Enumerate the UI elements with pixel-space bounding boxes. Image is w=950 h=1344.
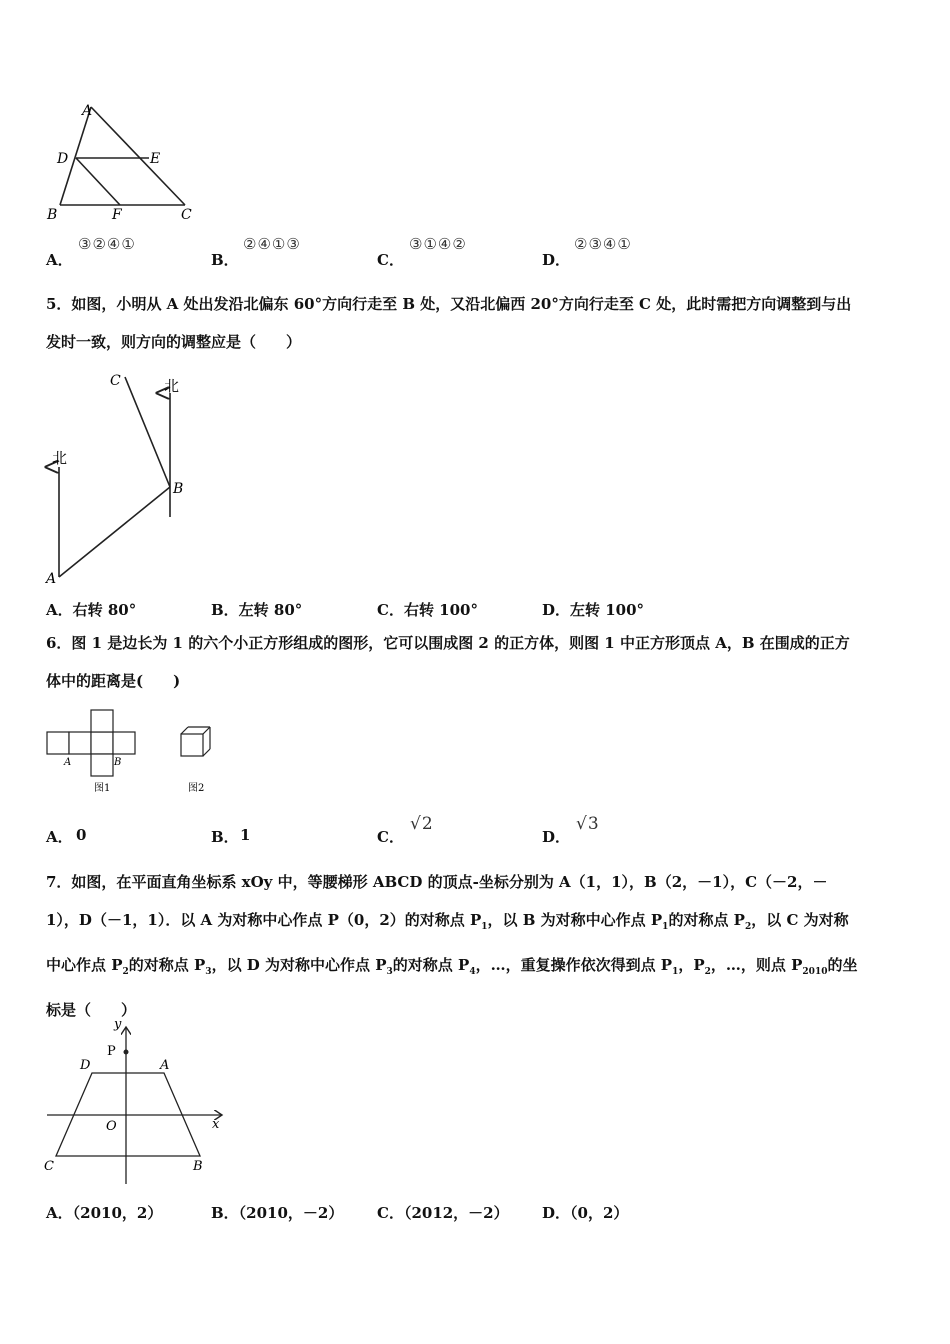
q5-direction-figure	[40, 365, 200, 590]
q5-north-label-b: 北	[164, 377, 180, 395]
q7-label-b: B	[193, 1159, 203, 1174]
q4-label-d: D	[57, 151, 69, 167]
q6-label-a: A	[64, 757, 72, 768]
q4-option-a-letter[interactable]: A．	[46, 251, 73, 269]
q5-stem-line2: 发时一致，则方向的调整应是（ ）	[46, 333, 302, 351]
q6-net-square-2	[69, 732, 91, 754]
q7-label-c: C	[44, 1159, 54, 1174]
q5-north-label-a: 北	[52, 449, 68, 467]
q7-label-y: y	[114, 1017, 122, 1032]
q4-option-c-letter[interactable]: C．	[377, 251, 404, 269]
q7-option-d[interactable]: D．（0，2）	[542, 1204, 629, 1222]
q7-point-p	[124, 1050, 129, 1055]
q6-net-square-1	[47, 732, 69, 754]
q7-label-a: A	[160, 1058, 170, 1073]
q6-cube	[181, 727, 210, 756]
q6-label-b: B	[114, 757, 122, 768]
q6-stem	[46, 624, 906, 700]
q4-option-b-letter[interactable]: B．	[211, 251, 239, 269]
q6-net-square-4	[113, 732, 135, 754]
q6-net-square-top	[91, 710, 113, 732]
q5-stem-line1: 5．如图，小明从 A 处出发沿北偏东 60°方向行走至 B 处，又沿北偏西 20°方向行走至 C 处，此时需把方向调整到与出	[46, 295, 852, 313]
q7-label-p: P	[107, 1044, 116, 1059]
q6-stem-line1: 6．图 1 是边长为 1 的六个小正方形组成的图形，它可以围成图 2 的正方体，则图 1 中正方形顶点 A，B 在围成的正方	[46, 634, 850, 652]
q6-option-d-letter[interactable]: D．	[542, 828, 571, 846]
q4-option-b-value: ②④①③	[243, 235, 301, 253]
q6-option-b-letter[interactable]: B．	[211, 828, 239, 846]
q4-label-e: E	[150, 151, 161, 167]
q4-line-ac	[91, 107, 185, 205]
q6-net-square-3	[91, 732, 113, 754]
q6-net-and-cube-figure	[40, 705, 230, 800]
q6-option-b-value: 1	[240, 826, 251, 844]
q4-option-d-value: ②③④①	[574, 235, 632, 253]
q5-stem	[46, 285, 906, 361]
q4-label-b: B	[47, 207, 58, 223]
q6-option-a-letter[interactable]: A．	[46, 828, 73, 846]
q5-label-c: C	[110, 373, 121, 389]
q7-option-b[interactable]: B．（2010，－2）	[211, 1204, 344, 1222]
q4-label-f: F	[112, 207, 122, 223]
q7-option-c[interactable]: C．（2012，－2）	[377, 1204, 509, 1222]
q6-option-a-value: 0	[76, 826, 87, 844]
q4-option-d-letter[interactable]: D．	[542, 251, 571, 269]
q6-option-d-value: √3	[576, 814, 600, 834]
q7-trapezoid-figure	[40, 1012, 230, 1192]
q7-stem-line1: 7．如图，在平面直角坐标系 xOy 中，等腰梯形 ABCD 的顶点-坐标分别为 A（1，1），B（2，－1），C（－2，－	[46, 873, 828, 891]
q6-caption-fig1: 图1	[94, 783, 111, 794]
q5-label-a: A	[46, 571, 57, 587]
q5-line-ab	[59, 487, 170, 577]
q4-option-a-value: ③②④①	[78, 235, 136, 253]
q6-option-c-value: √2	[410, 814, 434, 834]
q4-line-df	[76, 158, 120, 205]
q4-label-a: A	[82, 103, 93, 119]
q5-option-a[interactable]: A．右转 80°	[46, 601, 137, 619]
q7-option-a[interactable]: A．（2010，2）	[46, 1204, 163, 1222]
q5-option-c[interactable]: C．右转 100°	[377, 601, 478, 619]
q4-triangle-figure	[40, 95, 210, 230]
q5-option-d[interactable]: D．左转 100°	[542, 601, 645, 619]
q5-option-b[interactable]: B．左转 80°	[211, 601, 303, 619]
q7-stem-line2: 1），D（－1，1）．以 A 为对称中心作点 P（0，2）的对称点 $P_1$，以 B 为对称中心作点 $P_1$的对称点 $P_2$，以 C 为对称	[46, 911, 849, 932]
q6-option-c-letter[interactable]: C．	[377, 828, 404, 846]
q7-label-d: D	[80, 1058, 91, 1073]
q7-label-x: x	[212, 1117, 220, 1132]
q6-caption-fig2: 图2	[188, 783, 205, 794]
q6-stem-line2: 体中的距离是( )	[46, 672, 181, 690]
q7-label-o: O	[106, 1119, 117, 1134]
q7-stem-line4: 标是（ ）	[46, 1001, 137, 1019]
q6-net-square-bottom	[91, 754, 113, 776]
q4-option-c-value: ③①④②	[409, 235, 467, 253]
q5-label-b: B	[173, 481, 184, 497]
q7-stem	[46, 863, 906, 1029]
q4-label-c: C	[181, 207, 192, 223]
q7-stem-line3: 中心作点 $P_2$的对称点 $P_3$，以 D 为对称中心作点 $P_3$的对称点 $P_4$，…，重复操作依次得到点 $P_1$，$P_2$，…，则点 $P_{2010}$的坐	[46, 956, 858, 977]
